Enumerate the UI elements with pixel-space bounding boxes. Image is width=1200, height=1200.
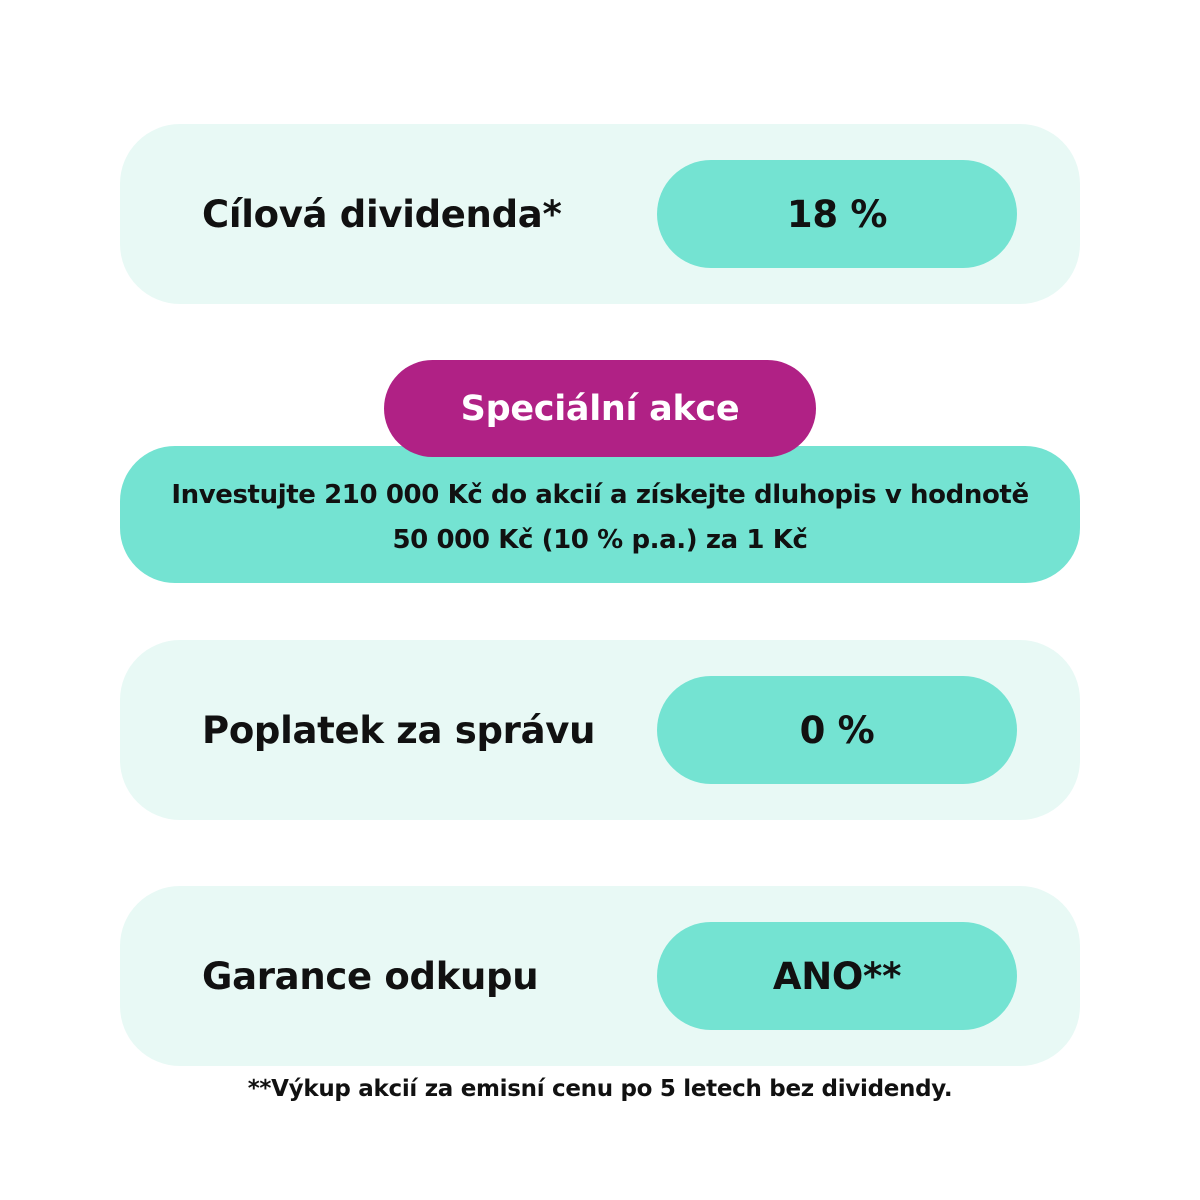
buyback-guarantee-label: Garance odkupu (202, 954, 539, 998)
dividend-card (120, 124, 1080, 304)
management-fee-label: Poplatek za správu (202, 708, 596, 752)
dividend-label: Cílová dividenda* (202, 192, 562, 236)
buyback-guarantee-card (120, 886, 1080, 1066)
management-fee-value-pill (657, 676, 1017, 784)
promo-text-line-1: Investujte 210 000 Kč do akcií a získejte dluhopis v hodnotě (171, 479, 1029, 510)
footnote: **Výkup akcií za emisní cenu po 5 letech bez dividendy. (247, 1076, 953, 1102)
buyback-guarantee-value-pill (657, 922, 1017, 1030)
promo-box (120, 446, 1080, 583)
dividend-value-pill (657, 160, 1017, 268)
buyback-guarantee-value: ANO** (772, 954, 902, 998)
management-fee-value: 0 % (799, 708, 875, 752)
management-fee-card (120, 640, 1080, 820)
dividend-value: 18 % (786, 192, 888, 236)
special-offer-badge (384, 360, 816, 457)
promo-text-line-2: 50 000 Kč (10 % p.a.) za 1 Kč (392, 524, 808, 555)
special-offer-label: Speciální akce (460, 388, 740, 429)
